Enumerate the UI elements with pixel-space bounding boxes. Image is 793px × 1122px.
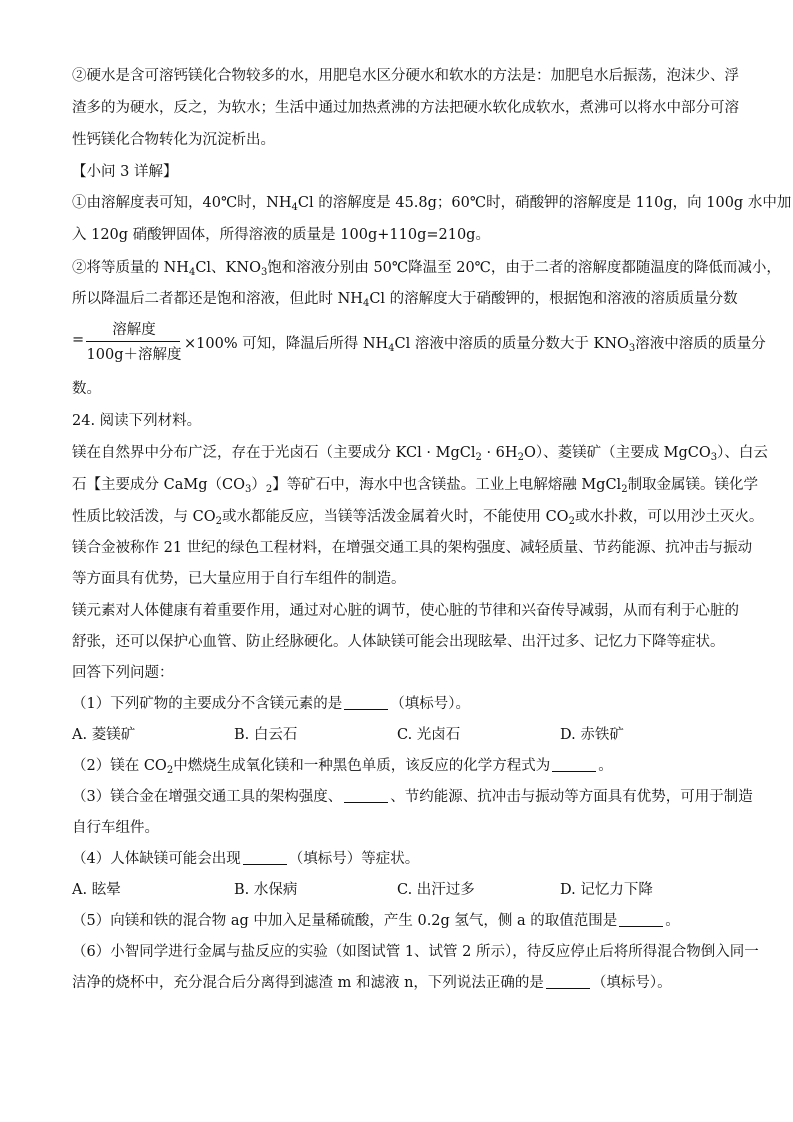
option-b: B. 水保病 — [234, 882, 298, 898]
answer-3-1-line-2: 入 120g 硝酸钾固体，所得溶液的质量是 100g+110g=210g。 — [72, 227, 490, 243]
option-d: D. 记忆力下降 — [560, 882, 653, 898]
answer-23-2-line-3: 性钙镁化合物转化为沉淀析出。 — [72, 132, 275, 148]
answer-3-2-line-3: ×100% 可知，降温后所得 $NH_4Cl$ 溶液中溶质的质量分数大于 $KNO_3$溶液中溶质的质量分 — [184, 336, 766, 354]
material-1-line-3: 性质比较活泼，与 $CO_2$或水都能反应，当镁等活泼金属着火时，不能使用 $CO_2$或水扑救，可以用沙土灭火。 — [72, 509, 764, 527]
option-c: C. 出汗过多 — [397, 882, 475, 898]
material-1-line-1: 镁在自然界中分布广泛，存在于光卤石（主要成分 KCl · MgCl$_2$ · $6H_2O$）、菱镁矿（主要成 MgCO$_3$）、白云 — [72, 445, 768, 463]
answer-blank-5 — [619, 912, 663, 927]
material-2-line-1: 镁元素对人体健康有着重要作用，通过对心脏的调节，使心脏的节律和兴奋传导减弱，从而有利于心脏的 — [72, 603, 739, 619]
answer-23-2-line-1: ②硬水是含可溶钙镁化合物较多的水，用肥皂水区分硬水和软水的方法是：加肥皂水后振荡，泡沫少、浮 — [72, 68, 739, 84]
material-1-line-4: 镁合金被称作 21 世纪的绿色工程材料，在增强交通工具的架构强度、减轻质量、节药能源、抗冲击与振动 — [72, 540, 753, 556]
question-2-stem: （2）镁在 $CO_2$中燃烧生成氧化镁和一种黑色单质，该反应的化学方程式为 。 — [72, 758, 613, 776]
option-c: C. 光卤石 — [397, 727, 461, 743]
question-3-line-2: 自行车组件。 — [72, 820, 159, 836]
answer-blank-2 — [552, 757, 596, 772]
fraction-denominator: 100g＋溶解度 — [86, 347, 182, 363]
question-4-stem: （4）人体缺镁可能会出现 （填标号）等症状。 — [72, 851, 420, 867]
material-2-line-2: 舒张，还可以保护心血管、防止经脉硬化。人体缺镁可能会出现眩晕、出汗过多、记忆力下降等症状。 — [72, 634, 725, 650]
answer-blank-4 — [243, 850, 287, 865]
equals-sign: = — [72, 332, 85, 348]
subquestion-3-header: 【小问 3 详解】 — [72, 164, 178, 180]
fraction-bar — [86, 341, 180, 342]
option-b: B. 白云石 — [234, 727, 298, 743]
question-6-line-2: 洁净的烧杯中，充分混合后分离得到滤渣 m 和滤液 n，下列说法正确的是 （填标号）。 — [72, 975, 672, 991]
option-d: D. 赤铁矿 — [560, 727, 624, 743]
answer-3-1-line-1: ①由溶解度表可知，40℃时，$NH_4Cl$ 的溶解度是 45.8g；60℃时，硝酸钾的溶解度是 110g，向 100g 水中加 — [72, 195, 792, 213]
option-a: A. 菱镁矿 — [72, 727, 136, 743]
answer-blank-3 — [344, 788, 388, 803]
option-a: A. 眩晕 — [72, 882, 121, 898]
material-1-line-2: 石【主要成分 $CaMg(CO_3)_2$】等矿石中，海水中也含镁盐。工业上电解熔融 MgCl$_2$制取金属镁。镁化学 — [72, 477, 759, 495]
fraction-numerator: 溶解度 — [112, 322, 156, 338]
answer-23-2-line-2: 渣多的为硬水，反之，为软水；生活中通过加热煮沸的方法把硬水软化成软水，煮沸可以将水中部分可溶 — [72, 100, 739, 116]
answer-blank-6 — [546, 974, 590, 989]
question-1-stem: （1）下列矿物的主要成分不含镁元素的是 （填标号）。 — [72, 696, 470, 712]
question-5-stem: （5）向镁和铁的混合物 ag 中加入足量稀硫酸，产生 0.2g 氢气，侧 a 的取值范围是 。 — [72, 913, 680, 929]
answer-3-2-line-4: 数。 — [72, 381, 101, 397]
question-24-title: 24. 阅读下列材料。 — [72, 413, 202, 429]
answer-3-2-line-1: ②将等质量的 $NH_4Cl$、$KNO_3$饱和溶液分别由 50℃降温至 20℃，由于二者的溶解度都随温度的降低而减小， — [72, 260, 781, 278]
material-1-line-5: 等方面具有优势，已大量应用于自行车组件的制造。 — [72, 571, 406, 587]
question-6-line-1: （6）小智同学进行金属与盐反应的实验（如图试管 1、试管 2 所示），待反应停止后将所得混合物倒入同一 — [72, 944, 759, 960]
question-3-line-1: （3）镁合金在增强交通工具的架构强度、 、节约能源、抗冲击与振动等方面具有优势，可用于制造 — [72, 789, 753, 805]
answer-blank-1 — [344, 695, 388, 710]
answer-3-2-line-2: 所以降温后二者都还是饱和溶液，但此时 $NH_4Cl$ 的溶解度大于硝酸钾的，根据饱和溶液的溶质质量分数 — [72, 291, 738, 309]
material-2-line-3: 回答下列问题： — [72, 665, 174, 681]
